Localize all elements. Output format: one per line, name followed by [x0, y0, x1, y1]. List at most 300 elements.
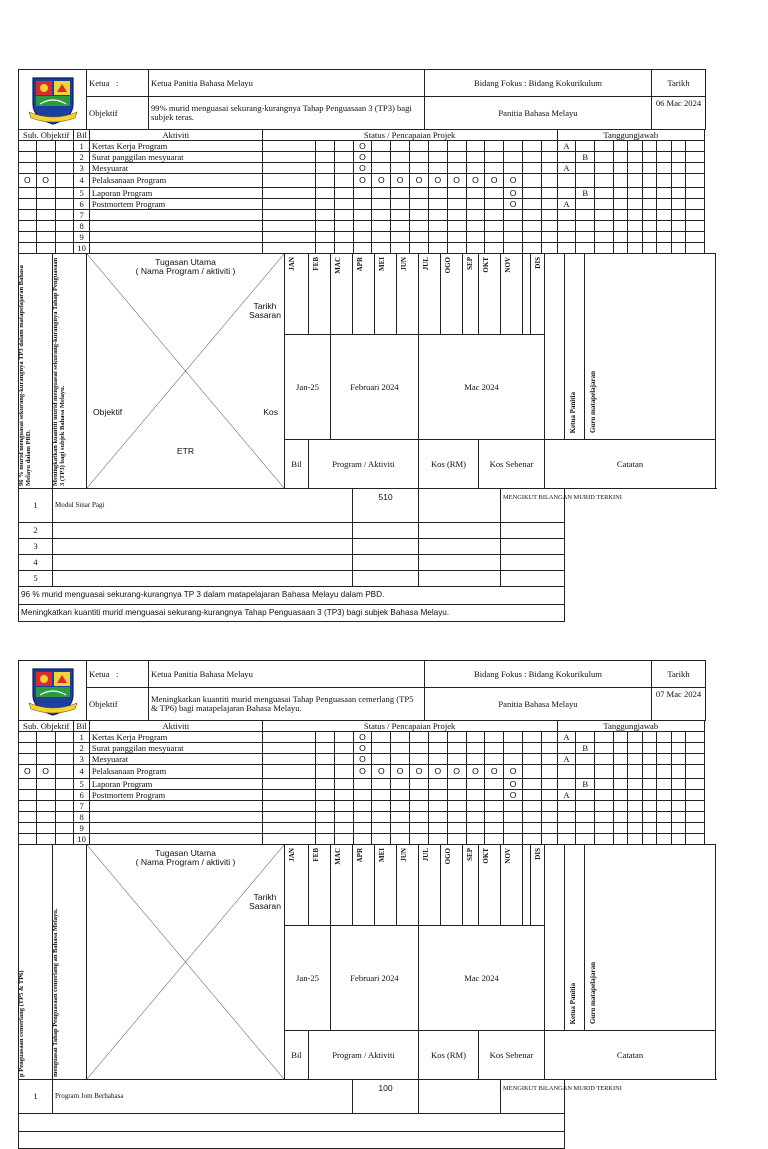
status-mark-cell	[447, 232, 466, 243]
status-mark-cell	[523, 174, 542, 188]
status-mark-cell	[504, 834, 523, 845]
school-crest-icon	[27, 74, 79, 126]
responsibility-cell	[576, 210, 595, 221]
status-spacer	[541, 801, 557, 812]
activity-bil: 8	[74, 812, 90, 823]
status-mark-cell	[447, 823, 466, 834]
sub-objektif-cell	[55, 210, 74, 221]
status-mark-cell	[428, 188, 447, 199]
planning-table	[18, 844, 716, 1149]
status-mark-cell	[523, 754, 542, 765]
responsibility-spacer	[642, 812, 656, 823]
responsibility-cell	[576, 174, 595, 188]
responsibility-spacer	[671, 801, 685, 812]
status-mark-cell: O	[466, 174, 485, 188]
tarikh-label: Tarikh	[652, 70, 706, 97]
activity-row	[19, 174, 705, 188]
sub-objektif-cell	[55, 221, 74, 232]
responsibility-cell	[576, 163, 595, 174]
status-mark-cell	[334, 243, 353, 254]
tugasan-utama-text: Tugasan Utama	[155, 848, 216, 858]
program-catatan: MENGIKUT BILANGAN MURID TERKINI	[501, 489, 565, 523]
status-mark-cell	[485, 834, 504, 845]
responsibility-spacer	[628, 174, 642, 188]
activity-name: Mesyuarat	[89, 163, 262, 174]
program-bil: 5	[19, 571, 53, 587]
month-header-sep	[463, 254, 479, 335]
bil-header: Bil	[74, 130, 90, 141]
program-bil: 1	[19, 1080, 53, 1114]
role-col-1	[585, 845, 716, 1031]
tarikh-value: 06 Mac 2024	[652, 97, 706, 130]
status-mark-cell: O	[447, 174, 466, 188]
responsibility-spacer	[671, 834, 685, 845]
ketua-colon: :	[115, 668, 119, 679]
status-mark-cell	[353, 210, 372, 221]
etr-label: ETR	[176, 446, 195, 456]
activity-table	[18, 129, 705, 254]
school-logo	[19, 70, 87, 130]
responsibility-spacer	[642, 732, 656, 743]
responsibility-spacer	[628, 141, 642, 152]
status-mark-cell	[447, 834, 466, 845]
sub-objektif-cell	[36, 188, 55, 199]
status-mark-cell: O	[466, 765, 485, 779]
month-label: JUN	[400, 257, 408, 271]
status-spacer	[541, 141, 557, 152]
role-label: Ketua Panitia	[569, 982, 577, 1025]
status-mark-cell	[428, 232, 447, 243]
sub-objektif-cell	[36, 199, 55, 210]
kos-rm-header: Kos (RM)	[419, 1031, 479, 1080]
status-spacer	[541, 163, 557, 174]
activity-row	[19, 765, 705, 779]
responsibility-cell	[576, 243, 595, 254]
objektif-x-label: Objektif	[93, 407, 123, 417]
status-mark-cell: O	[353, 732, 372, 743]
kos-rm-header: Kos (RM)	[419, 440, 479, 489]
side-label-1-text: p Penguasaan cemerlang (TP5 & TP6)	[18, 970, 25, 1077]
activity-table	[18, 720, 705, 845]
status-spacer	[262, 765, 315, 779]
activity-name: Surat panggilan mesyuarat	[89, 743, 262, 754]
program-aktiviti-header: Program / Aktiviti	[309, 1031, 419, 1080]
status-mark-cell	[334, 812, 353, 823]
objektif-text: Meningkatkan kuantiti murid menguasai Tahap Penguasaan cemerlang (TP5 & TP6) bagi matapelajaran Bahasa Melayu.	[149, 688, 425, 721]
status-mark-cell	[428, 779, 447, 790]
responsibility-spacer	[657, 199, 671, 210]
responsibility-spacer	[671, 779, 685, 790]
status-mark-cell	[447, 152, 466, 163]
status-mark-cell	[372, 199, 391, 210]
activity-row	[19, 188, 705, 199]
status-mark-cell	[410, 210, 429, 221]
status-mark-cell	[447, 732, 466, 743]
responsibility-cell	[557, 779, 576, 790]
month-header-feb	[309, 254, 331, 335]
role-col-0	[565, 254, 585, 440]
responsibility-spacer	[671, 152, 685, 163]
school-crest-icon	[27, 665, 79, 717]
responsibility-cell	[595, 221, 614, 232]
responsibility-spacer	[642, 765, 656, 779]
status-mark-cell	[466, 790, 485, 801]
activity-row	[19, 790, 705, 801]
activity-name: Laporan Program	[89, 779, 262, 790]
responsibility-spacer	[628, 152, 642, 163]
tanggungjawab-header: Tanggungjawab	[557, 721, 704, 732]
status-mark-cell	[372, 790, 391, 801]
activity-name	[89, 210, 262, 221]
nama-program-text: ( Nama Program / aktiviti )	[135, 265, 236, 276]
month-label: FEB	[312, 257, 320, 271]
program-bil: 3	[19, 539, 53, 555]
responsibility-cell	[595, 199, 614, 210]
status-mark-cell	[504, 801, 523, 812]
program-name: Modul Sinar Pagi	[53, 489, 353, 523]
activity-name: Kertas Kerja Program	[89, 732, 262, 743]
sub-objektif-cell: O	[19, 765, 37, 779]
status-mark-cell	[391, 141, 410, 152]
responsibility-spacer	[614, 790, 628, 801]
status-spacer	[262, 199, 315, 210]
responsibility-cell	[557, 174, 576, 188]
responsibility-spacer	[657, 754, 671, 765]
status-mark-cell	[315, 754, 334, 765]
responsibility-spacer	[642, 141, 656, 152]
responsibility-cell	[595, 732, 614, 743]
status-mark-cell	[466, 743, 485, 754]
status-mark-cell	[334, 779, 353, 790]
status-mark-cell	[428, 243, 447, 254]
month-label: SEP	[466, 257, 474, 270]
status-mark-cell	[410, 152, 429, 163]
status-mark-cell	[523, 199, 542, 210]
status-mark-cell	[466, 163, 485, 174]
status-mark-cell: O	[485, 765, 504, 779]
responsibility-spacer	[671, 188, 685, 199]
responsibility-spacer	[671, 163, 685, 174]
responsibility-cell: A	[557, 732, 576, 743]
status-mark-cell	[391, 163, 410, 174]
status-mark-cell	[447, 243, 466, 254]
status-mark-cell	[523, 801, 542, 812]
responsibility-cell: A	[557, 790, 576, 801]
status-mark-cell	[504, 732, 523, 743]
month-label: JUL	[422, 848, 430, 862]
month-header-nov	[501, 254, 523, 335]
sub-objektif-cell	[55, 779, 74, 790]
status-mark-cell	[372, 732, 391, 743]
responsibility-spacer	[628, 743, 642, 754]
sub-objektif-cell	[55, 243, 74, 254]
role-label: Guru matapelajaran	[589, 962, 597, 1025]
activity-bil: 3	[74, 754, 90, 765]
status-mark-cell	[372, 243, 391, 254]
program-kos: 100	[353, 1080, 419, 1114]
status-mark-cell	[334, 834, 353, 845]
responsibility-spacer	[685, 790, 704, 801]
status-mark-cell	[485, 141, 504, 152]
status-mark-cell	[410, 141, 429, 152]
status-mark-cell	[334, 210, 353, 221]
status-mark-cell: O	[353, 174, 372, 188]
activity-bil: 5	[74, 779, 90, 790]
status-mark-cell	[372, 141, 391, 152]
sub-objektif-cell	[55, 188, 74, 199]
sub-objektif-cell	[55, 174, 74, 188]
objektif-label: Objektif	[87, 97, 149, 130]
activity-bil: 6	[74, 790, 90, 801]
sub-objektif-cell	[55, 199, 74, 210]
status-mark-cell	[504, 232, 523, 243]
status-mark-cell	[466, 232, 485, 243]
status-mark-cell: O	[428, 174, 447, 188]
status-mark-cell	[315, 199, 334, 210]
responsibility-spacer	[685, 732, 704, 743]
status-mark-cell	[485, 754, 504, 765]
program-aktiviti-header: Program / Aktiviti	[309, 440, 419, 489]
activity-name	[89, 232, 262, 243]
status-mark-cell	[353, 812, 372, 823]
status-mark-cell	[504, 152, 523, 163]
status-mark-cell	[523, 765, 542, 779]
status-mark-cell	[372, 834, 391, 845]
responsibility-spacer	[657, 765, 671, 779]
responsibility-spacer	[671, 243, 685, 254]
status-mark-cell	[485, 812, 504, 823]
responsibility-spacer	[642, 210, 656, 221]
program-kos	[353, 555, 419, 571]
sub-objektif-cell	[36, 210, 55, 221]
month-header-jun	[397, 254, 419, 335]
sub-objektif-cell	[19, 779, 37, 790]
tarikh-sasaran-text-2: Sasaran	[248, 309, 281, 320]
status-spacer	[541, 174, 557, 188]
status-spacer	[262, 174, 315, 188]
activity-name: Pelaksanaan Program	[89, 765, 262, 779]
status-mark-cell	[391, 823, 410, 834]
status-mark-cell: O	[353, 743, 372, 754]
footer-line-1	[19, 1114, 565, 1132]
responsibility-cell: A	[557, 163, 576, 174]
status-mark-cell	[391, 243, 410, 254]
status-mark-cell	[466, 779, 485, 790]
bidang-fokus: Bidang Fokus : Bidang Kokurikulum	[425, 70, 652, 97]
responsibility-spacer	[671, 174, 685, 188]
responsibility-spacer	[657, 141, 671, 152]
activity-row	[19, 834, 705, 845]
responsibility-cell	[595, 152, 614, 163]
sub-objektif-cell	[19, 163, 37, 174]
status-spacer	[541, 823, 557, 834]
program-bil: 4	[19, 555, 53, 571]
month-label: MEI	[378, 257, 386, 271]
responsibility-cell	[576, 232, 595, 243]
month-header-jan	[285, 845, 309, 926]
status-mark-cell	[334, 199, 353, 210]
status-mark-cell	[447, 779, 466, 790]
month-label: APR	[356, 848, 364, 863]
status-mark-cell	[504, 743, 523, 754]
sub-objektif-cell	[36, 152, 55, 163]
responsibility-spacer	[628, 779, 642, 790]
status-mark-cell	[447, 163, 466, 174]
status-mark-cell	[391, 790, 410, 801]
sub-objektif-cell	[55, 834, 74, 845]
program-kos-sebenar	[419, 523, 501, 539]
status-mark-cell	[334, 188, 353, 199]
month-date-jan: Jan-25	[285, 335, 331, 440]
responsibility-spacer	[614, 188, 628, 199]
responsibility-spacer	[657, 732, 671, 743]
status-mark-cell	[315, 732, 334, 743]
status-mark-cell	[447, 141, 466, 152]
month-header-feb	[309, 845, 331, 926]
status-mark-cell	[410, 243, 429, 254]
program-row	[19, 571, 716, 587]
responsibility-spacer	[642, 174, 656, 188]
catatan-header: Catatan	[545, 440, 716, 489]
status-mark-cell	[466, 834, 485, 845]
responsibility-cell: B	[576, 188, 595, 199]
activity-name: Pelaksanaan Program	[89, 174, 262, 188]
responsibility-spacer	[642, 232, 656, 243]
month-header-jan	[285, 254, 309, 335]
status-mark-cell	[353, 801, 372, 812]
activity-bil: 2	[74, 743, 90, 754]
status-spacer	[541, 732, 557, 743]
status-mark-cell	[353, 779, 372, 790]
sub-objektif-cell	[36, 221, 55, 232]
activity-name: Postmortem Program	[89, 199, 262, 210]
responsibility-spacer	[685, 243, 704, 254]
responsibility-spacer	[671, 221, 685, 232]
status-spacer	[541, 243, 557, 254]
sub-objektif-cell	[19, 812, 37, 823]
status-mark-cell	[391, 152, 410, 163]
status-mark-cell	[523, 743, 542, 754]
status-mark-cell	[372, 801, 391, 812]
status-mark-cell	[410, 779, 429, 790]
sub-objektif-cell	[55, 232, 74, 243]
month-header-dis	[531, 845, 545, 926]
footer-line-2: Meningkatkan kuantiti murid menguasai sekurang-kurangnya Tahap Penguasaan 3 (TP3) bagi subjek Bahasa Melayu.	[19, 605, 565, 622]
program-name	[53, 571, 353, 587]
program-row	[19, 523, 716, 539]
activity-row	[19, 801, 705, 812]
status-spacer	[262, 743, 315, 754]
month-header-jul	[419, 254, 441, 335]
status-mark-cell	[466, 823, 485, 834]
responsibility-spacer	[642, 188, 656, 199]
program-kos-sebenar	[419, 555, 501, 571]
responsibility-cell	[595, 174, 614, 188]
status-mark-cell	[447, 188, 466, 199]
status-spacer	[262, 834, 315, 845]
responsibility-spacer	[628, 790, 642, 801]
status-mark-cell	[391, 188, 410, 199]
responsibility-spacer	[671, 765, 685, 779]
activity-bil: 8	[74, 221, 90, 232]
status-mark-cell	[523, 243, 542, 254]
sub-objektif-cell	[55, 812, 74, 823]
responsibility-spacer	[657, 210, 671, 221]
activity-bil: 5	[74, 188, 90, 199]
program-name: Program Jom Berbahasa	[53, 1080, 353, 1114]
responsibility-spacer	[628, 732, 642, 743]
role-label: Ketua Panitia	[569, 391, 577, 434]
status-mark-cell	[485, 232, 504, 243]
status-spacer	[541, 765, 557, 779]
responsibility-spacer	[614, 163, 628, 174]
responsibility-cell	[557, 812, 576, 823]
status-mark-cell	[410, 823, 429, 834]
sub-objektif-cell	[36, 754, 55, 765]
sub-objektif-cell	[19, 743, 37, 754]
activity-row	[19, 243, 705, 254]
program-name	[53, 555, 353, 571]
month-date-mac: Mac 2024	[419, 335, 545, 440]
responsibility-cell: A	[557, 754, 576, 765]
program-kos-sebenar	[419, 1080, 501, 1114]
month-header-nov	[501, 845, 523, 926]
status-mark-cell	[466, 243, 485, 254]
responsibility-spacer	[628, 199, 642, 210]
status-mark-cell	[428, 152, 447, 163]
program-catatan	[501, 555, 565, 571]
month-header-mac	[331, 254, 353, 335]
status-mark-cell: O	[372, 174, 391, 188]
activity-bil: 7	[74, 210, 90, 221]
role-label: Guru matapelajaran	[589, 371, 597, 434]
status-spacer	[541, 754, 557, 765]
status-mark-cell: O	[504, 199, 523, 210]
status-mark-cell	[391, 210, 410, 221]
program-catatan: MENGIKUT BILANGAN MURID TERKINI	[501, 1080, 565, 1114]
status-mark-cell	[410, 732, 429, 743]
tarikh-sasaran-label	[249, 893, 281, 910]
sub-objektif-cell	[55, 732, 74, 743]
responsibility-spacer	[628, 221, 642, 232]
responsibility-spacer	[614, 152, 628, 163]
status-mark-cell	[466, 188, 485, 199]
status-mark-cell: O	[353, 765, 372, 779]
program-bil: 1	[19, 489, 53, 523]
status-mark-cell	[523, 141, 542, 152]
sub-objektif-cell	[19, 199, 37, 210]
program-kos-sebenar	[419, 571, 501, 587]
ketua-colon: :	[115, 77, 119, 88]
status-mark-cell: O	[504, 779, 523, 790]
program-catatan	[501, 571, 565, 587]
status-mark-cell	[410, 754, 429, 765]
status-mark-cell	[391, 221, 410, 232]
responsibility-cell	[595, 243, 614, 254]
status-mark-cell	[410, 188, 429, 199]
responsibility-spacer	[685, 765, 704, 779]
status-mark-cell	[334, 790, 353, 801]
status-mark-cell	[447, 754, 466, 765]
responsibility-spacer	[642, 152, 656, 163]
side-label-2-text: Meningkatkan kuantiti murid menguasai sekurang-kurangnya Tahap Penguasaan 3 (TP3) bagi subjek Bahasa Melayu.	[52, 257, 66, 486]
month-date-feb: Februari 2024	[331, 335, 419, 440]
status-mark-cell	[485, 199, 504, 210]
status-mark-cell	[372, 152, 391, 163]
status-mark-cell	[466, 801, 485, 812]
responsibility-spacer	[671, 812, 685, 823]
status-spacer	[541, 779, 557, 790]
